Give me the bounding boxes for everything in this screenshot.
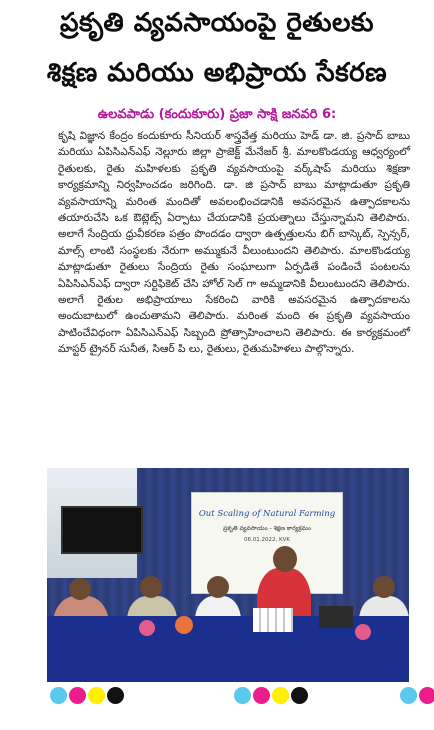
banner-date: 06.01.2022, KVK — [244, 537, 290, 543]
speaker-head — [273, 546, 297, 572]
registration-dot-magenta — [253, 687, 270, 704]
article-body: కృషి విజ్ఞాన కేంద్రం కందుకూరు సీనియర్ శాస్త్రవేత్త మరియు హెడ్ డా. జి. ప్రసాద్ బాబు మరియు ఏపిసిఎన్ఎఫ్ నెల్లూరు జిల్లా ప్రాజెక్ట్ మేనేజర్ శ్రీ. మాలకొండయ్య ఆధ్వర్యంలో రైతులకు, రైతు మహిళలకు ప్రకృతి వ్యవసాయంపై వర్క్‌షాప్ మరియు శిక్షణా కార్యక్రమాన్ని నిర్వహించడం జరిగింది. డా. జి ప్రసాద్ బాబు మాట్లాడుతూ ప్రకృతి వ్యవసాయాన్ని మరింత మందితో అవలంభించడానికి అవసరమైన ఉత్పాదకాలను తయారుచేసి ఒక ఔట్లెట్స్ ఏర్పాటు చేయడానికి ప్రయత్నాలు చేస్తున్నామని తెలిపారు. అలాగే సేంద్రియ ధ్రువీకరణ పత్రం పొందడం ద్వారా ఉత్పత్తులను బిగ్ బాస్కెట్, స్పెన్సర్, మాల్స్ లాంటి సంస్థలకు నేరుగా అమ్ముకునే వీలుంటుందని తెలిపారు. మాలకొండయ్య మాట్లాడుతూ రైతులు సేంద్రియ రైతు సంఘాలుగా ఏర్పడితే పండించే పంటలను ఏపిసిఎన్ఎఫ్ ద్వారా సర్టిఫికెట్ చేసి హోల్ సెల్ గా అమ్మడానికి వీలుంటుందని తెలిపారు. అలాగే రైతుల అభిప్రాయాలు సేకరించి వారికి అవసరమైన ఉత్పాదకాలను అందుబాటులో ఉంచుతామని తెలిపారు. మరింత మంది ఈ ప్రకృతి వ్యవసాయం పాటించేవిధంగా ఏపిసిఎన్ఎఫ్ సిబ్బంది ప్రోత్సాహించాలని తెలిపారు. ఈ కార్యక్రమంలో మాస్టర్ ట్రైనర్ సునీత, సిఆర్ పి లు, రైతులు, రైతుమహిళలు పాల్గొన్నారు. — [58, 130, 410, 356]
registration-dot-black — [291, 687, 308, 704]
registration-dot-cyan — [234, 687, 251, 704]
banner-subtitle: ప్రకృతి వ్యవసాయం - శిక్షణ కార్యక్రమం — [223, 525, 311, 532]
television — [61, 506, 143, 554]
laptop — [319, 606, 353, 628]
flower-vase-3 — [355, 624, 371, 640]
registration-dot-cyan — [400, 687, 417, 704]
registration-dot-yellow — [88, 687, 105, 704]
flower-vase-1 — [139, 620, 155, 636]
registration-marks — [0, 687, 434, 705]
seated-woman-head — [69, 578, 91, 600]
registration-dot-cyan — [50, 687, 67, 704]
bottles — [253, 608, 293, 632]
dateline: ఉలవపాడు (కందుకూరు) ప్రజా సాక్షి జనవరి 6: — [97, 107, 337, 122]
seated-man-2-head — [207, 576, 229, 598]
banner-title: Out Scaling of Natural Farming — [198, 509, 336, 519]
registration-dot-magenta — [69, 687, 86, 704]
event-photo — [47, 468, 409, 682]
flower-vase-2 — [175, 616, 193, 634]
registration-dot-yellow — [272, 687, 289, 704]
registration-dot-magenta — [419, 687, 434, 704]
seated-man-1-head — [140, 576, 162, 598]
table — [47, 616, 409, 682]
headline-line-2: శిక్షణ మరియు అభిప్రాయ సేకరణ — [46, 58, 388, 88]
headline-line-1: ప్రకృతి వ్యవసాయంపై రైతులకు — [59, 8, 375, 38]
registration-dot-black — [107, 687, 124, 704]
seated-man-3-head — [373, 576, 395, 598]
